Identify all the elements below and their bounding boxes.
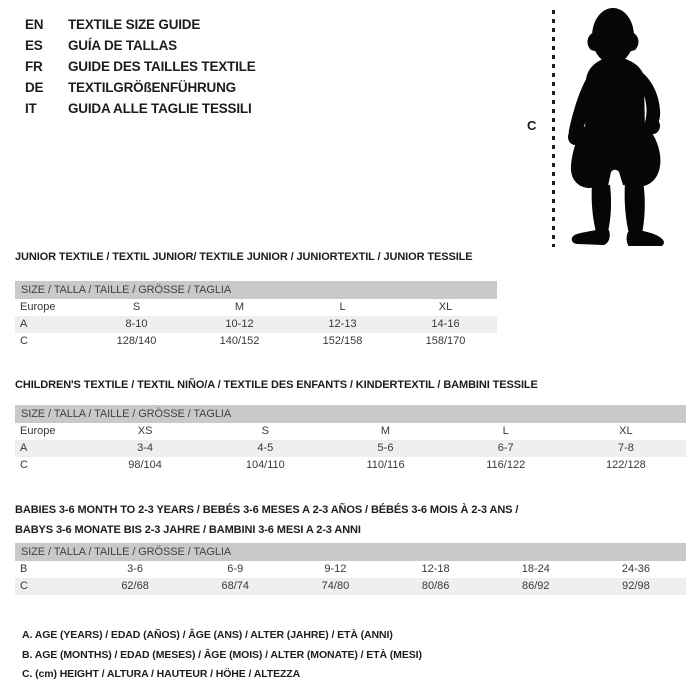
row-label: C [20,335,28,347]
section-title-line: CHILDREN'S TEXTILE / TEXTIL NIÑO/A / TEXTILE DES ENFANTS / KINDERTEXTIL / BAMBINI TESSILE [15,379,538,391]
row-label: C [20,580,28,592]
size-value: 62/68 [121,580,149,592]
table-row [15,578,686,595]
row-label: Europe [20,425,56,437]
size-value: 3-6 [127,563,144,575]
language-row [25,98,256,119]
language-title: TEXTILE SIZE GUIDE [68,17,201,32]
height-dashed-line [552,10,555,247]
size-value: 92/98 [622,580,650,592]
size-value: 68/74 [221,580,250,592]
row-label: B [20,563,28,575]
size-value: 3-4 [137,442,154,454]
section-junior-textile [15,250,497,350]
legend-note-line: C. (cm) HEIGHT / ALTURA / HAUTEUR / HÖHE / ALTEZZA [22,668,301,680]
language-title: GUÍA DE TALLAS [68,38,177,53]
language-list [25,14,256,119]
language-title: GUIDA ALLE TAGLIE TESSILI [68,101,252,116]
language-row [25,35,256,56]
size-value: 116/122 [486,459,526,471]
size-value: 74/80 [321,580,350,592]
size-value: L [502,425,509,437]
size-value: 158/170 [425,335,466,347]
language-code: FR [25,59,43,74]
section-title [15,250,497,264]
children-size-table [15,405,686,474]
legend-note-line: B. AGE (MONTHS) / EDAD (MESES) / ÂGE (MOIS) / ALTER (MONATE) / ETÀ (MESI) [22,648,422,661]
language-code: DE [25,80,44,95]
section-childrens-textile [15,378,686,474]
table-row [15,423,686,440]
size-value: 8-10 [125,318,148,330]
size-value: 10-12 [225,318,254,330]
table-row [15,457,686,474]
language-row [25,14,256,35]
language-row [25,77,256,98]
size-value: 104/110 [245,459,285,471]
row-label: Europe [20,301,56,313]
size-value: 128/140 [116,335,157,347]
size-value: 86/92 [522,580,550,592]
measure-c-label: C [527,118,537,133]
size-header-band: SIZE / TALLA / TAILLE / GRÖSSE / TAGLIA [15,405,686,423]
size-value: 5-6 [377,442,394,454]
legend-notes [22,626,422,685]
size-value: 14-16 [431,318,460,330]
row-label: A [20,442,28,454]
size-value: 140/152 [219,335,260,347]
table-row [15,333,497,350]
size-value: XS [137,425,153,437]
table-row [15,561,686,578]
language-title: GUIDE DES TAILLES TEXTILE [68,59,256,74]
size-value: XL [438,301,453,313]
size-value: L [339,301,346,313]
section-babies-textile [15,500,686,595]
section-title-line: BABIES 3-6 MONTH TO 2-3 YEARS / BEBÉS 3-6 MESES A 2-3 AÑOS / BÉBÉS 3-6 MOIS À 2-3 ANS / [15,504,519,516]
language-code: EN [25,17,44,32]
language-code: ES [25,38,43,53]
size-value: 152/158 [322,335,363,347]
section-title [15,500,686,540]
language-title: TEXTILGRÖßENFÜHRUNG [68,80,236,95]
size-value: 9-12 [324,563,347,575]
size-value: 12-13 [328,318,357,330]
section-title-line: JUNIOR TEXTILE / TEXTIL JUNIOR/ TEXTILE JUNIOR / JUNIORTEXTIL / JUNIOR TESSILE [15,251,473,263]
row-label: A [20,318,28,330]
size-value: 4-5 [257,442,274,454]
size-value: S [132,301,141,313]
section-title [15,378,686,392]
language-row [25,56,256,77]
size-value: 6-9 [227,563,244,575]
section-title-line: BABYS 3-6 MONATE BIS 2-3 JAHRE / BAMBINI 3-6 MESI A 2-3 ANNI [15,524,361,536]
size-value: S [261,425,269,437]
row-label: C [20,459,28,471]
size-value: 110/116 [366,459,405,471]
size-value: XL [619,425,633,437]
babies-size-table [15,543,686,595]
toddler-silhouette-icon [562,6,676,246]
size-value: 12-18 [421,563,450,575]
size-value: 18-24 [521,563,550,575]
size-value: 98/104 [128,459,162,471]
size-value: 7-8 [617,442,634,454]
table-row [15,299,497,316]
junior-size-table [15,281,497,350]
size-value: M [380,425,391,437]
language-code: IT [25,101,37,116]
size-value: M [234,301,245,313]
size-value: 6-7 [497,442,514,454]
size-header-band: SIZE / TALLA / TAILLE / GRÖSSE / TAGLIA [15,543,686,561]
size-value: 24-36 [621,563,651,575]
size-value: 122/128 [606,459,646,471]
table-row [15,316,497,333]
table-row [15,440,686,457]
size-header-band: SIZE / TALLA / TAILLE / GRÖSSE / TAGLIA [15,281,497,299]
legend-note-line: A. AGE (YEARS) / EDAD (AÑOS) / ÂGE (ANS) / ALTER (JAHRE) / ETÀ (ANNI) [22,629,393,641]
size-value: 80/86 [421,580,450,592]
